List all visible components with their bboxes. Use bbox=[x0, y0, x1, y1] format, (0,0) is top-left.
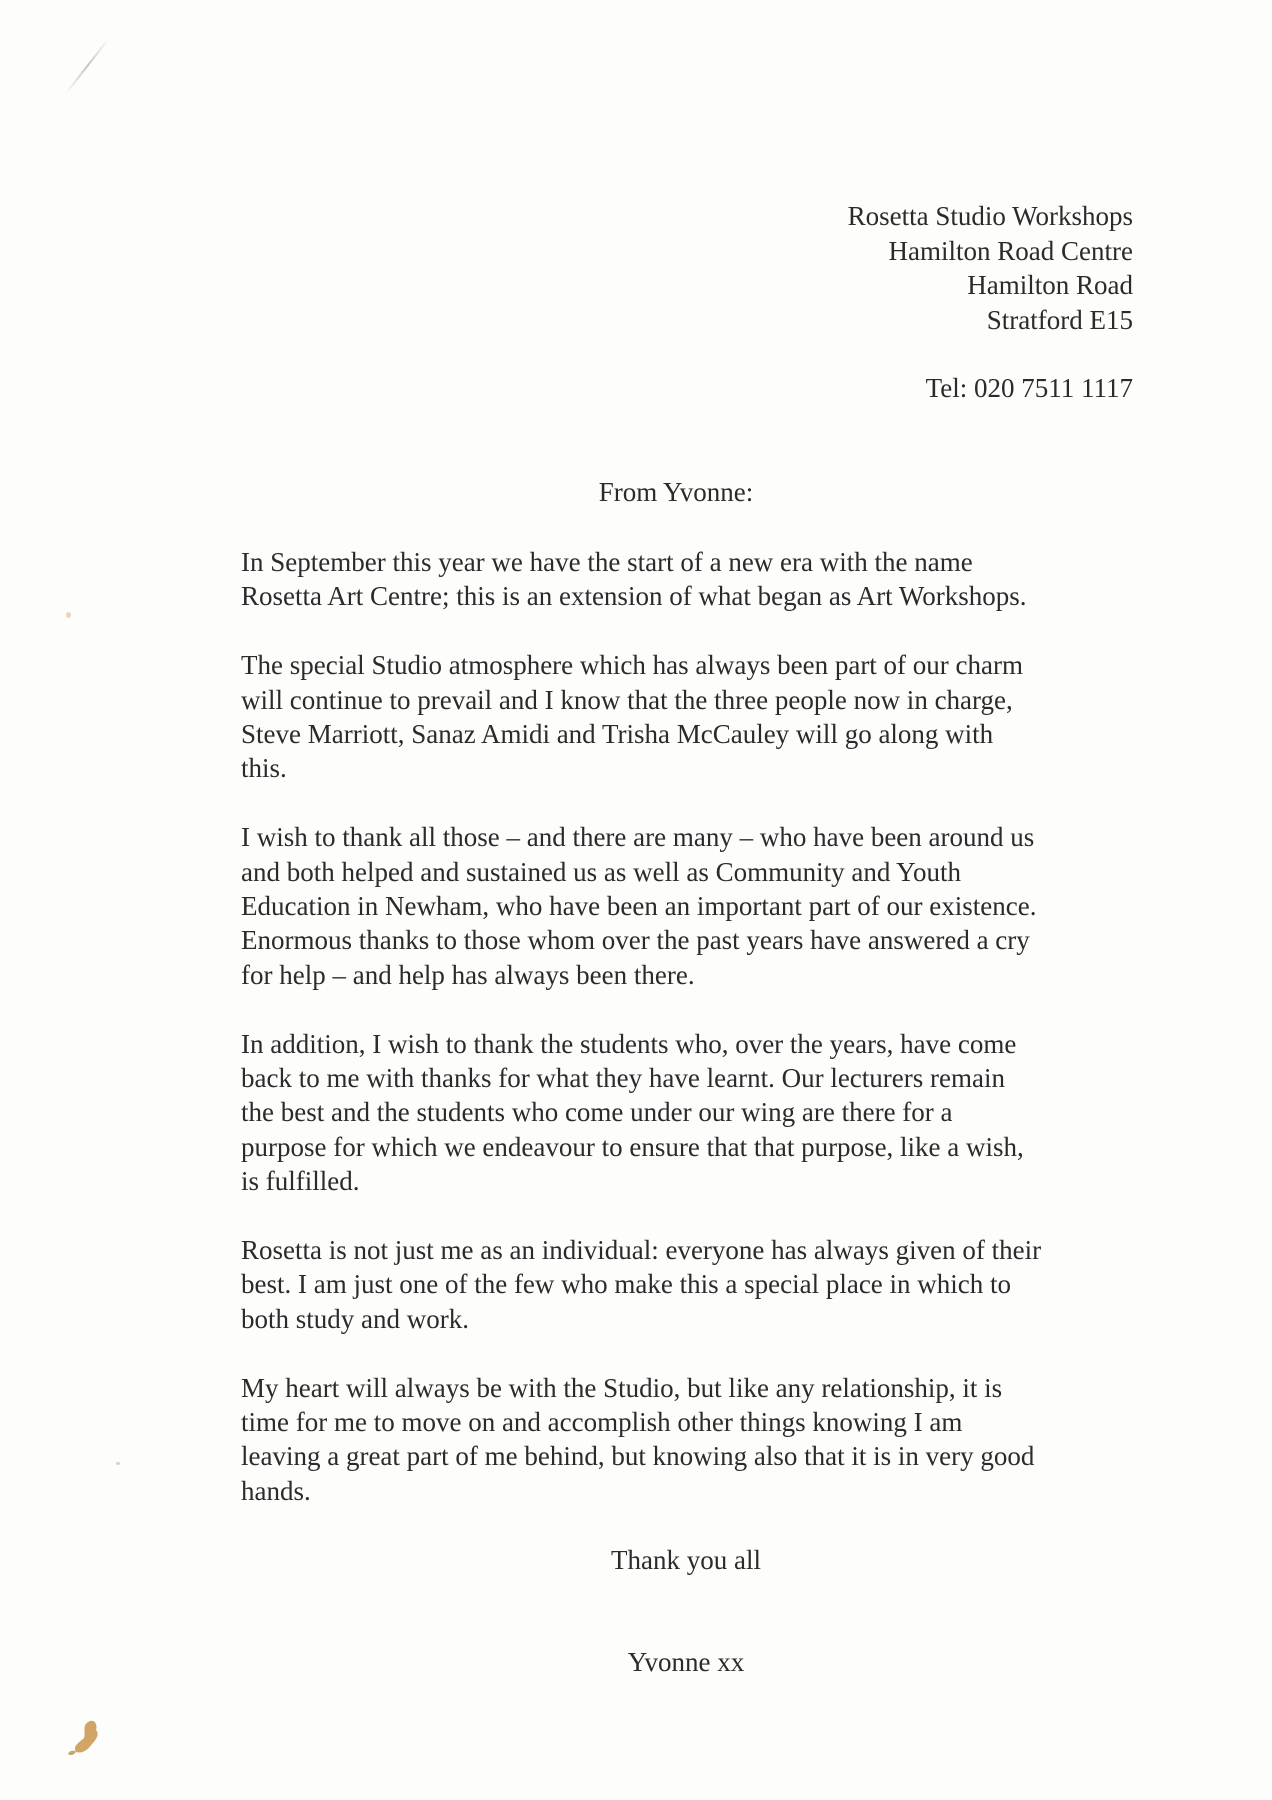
text-line: time for me to move on and accomplish other things knowing I am bbox=[241, 1407, 963, 1438]
text-line: In addition, I wish to thank the students who, over the years, have come bbox=[241, 1028, 1017, 1059]
sender-address bbox=[613, 199, 1133, 337]
text-line: The special Studio atmosphere which has always been part of our charm bbox=[241, 650, 1023, 681]
text-line: Rosetta is not just me as an individual: everyone has always given of their bbox=[241, 1235, 1042, 1266]
text-line: will continue to prevail and I know that the three people now in charge, bbox=[241, 684, 1013, 715]
paper-speck bbox=[116, 1462, 120, 1465]
address-line: Hamilton Road Centre bbox=[888, 235, 1133, 266]
text-line: My heart will always be with the Studio, but like any relationship, it is bbox=[241, 1372, 1003, 1403]
text-line: back to me with thanks for what they have learnt. Our lecturers remain bbox=[241, 1063, 1005, 1094]
text-line: both study and work. bbox=[241, 1303, 469, 1334]
paper-crease bbox=[65, 38, 110, 94]
paragraph bbox=[241, 1233, 1141, 1336]
text-line: for help – and help has always been there. bbox=[241, 959, 695, 990]
address-line: Rosetta Studio Workshops bbox=[847, 201, 1133, 231]
text-line: the best and the students who come under our wing are there for a bbox=[241, 1097, 953, 1128]
address-line: Hamilton Road bbox=[967, 270, 1133, 300]
text-line: leaving a great part of me behind, but knowing also that it is in very good bbox=[241, 1441, 1035, 1472]
text-line: best. I am just one of the few who make this a special place in which to bbox=[241, 1269, 1012, 1300]
text-line: Enormous thanks to those whom over the past years have answered a cry bbox=[241, 925, 1030, 956]
letter-body bbox=[241, 545, 1141, 1543]
text-line: In September this year we have the start of a new era with the name bbox=[241, 547, 973, 577]
paragraph bbox=[241, 820, 1141, 992]
telephone-number: Tel: 020 7511 1117 bbox=[925, 373, 1133, 403]
paragraph bbox=[241, 545, 1141, 614]
salutation: From Yvonne: bbox=[598, 477, 754, 507]
coffee-stain bbox=[66, 1716, 108, 1756]
paragraph bbox=[241, 1371, 1141, 1509]
text-line: this. bbox=[241, 753, 287, 784]
text-line: I wish to thank all those – and there are many – who have been around us bbox=[241, 822, 1035, 853]
text-line: is fulfilled. bbox=[241, 1166, 360, 1197]
closing-line: Thank you all bbox=[611, 1545, 761, 1575]
paper-speck bbox=[66, 612, 71, 618]
address-line: Stratford E15 bbox=[986, 304, 1133, 335]
text-line: Rosetta Art Centre; this is an extension of what began as Art Workshops. bbox=[241, 581, 1027, 612]
signature: Yvonne xx bbox=[627, 1647, 745, 1677]
paragraph bbox=[241, 1027, 1141, 1199]
text-line: and both helped and sustained us as well as Community and Youth bbox=[241, 856, 961, 887]
paragraph bbox=[241, 648, 1141, 786]
text-line: Steve Marriott, Sanaz Amidi and Trisha McCauley will go along with bbox=[241, 719, 994, 750]
text-line: purpose for which we endeavour to ensure that that purpose, like a wish, bbox=[241, 1131, 1024, 1162]
text-line: Education in Newham, who have been an important part of our existence. bbox=[241, 891, 1037, 922]
text-line: hands. bbox=[241, 1475, 311, 1506]
